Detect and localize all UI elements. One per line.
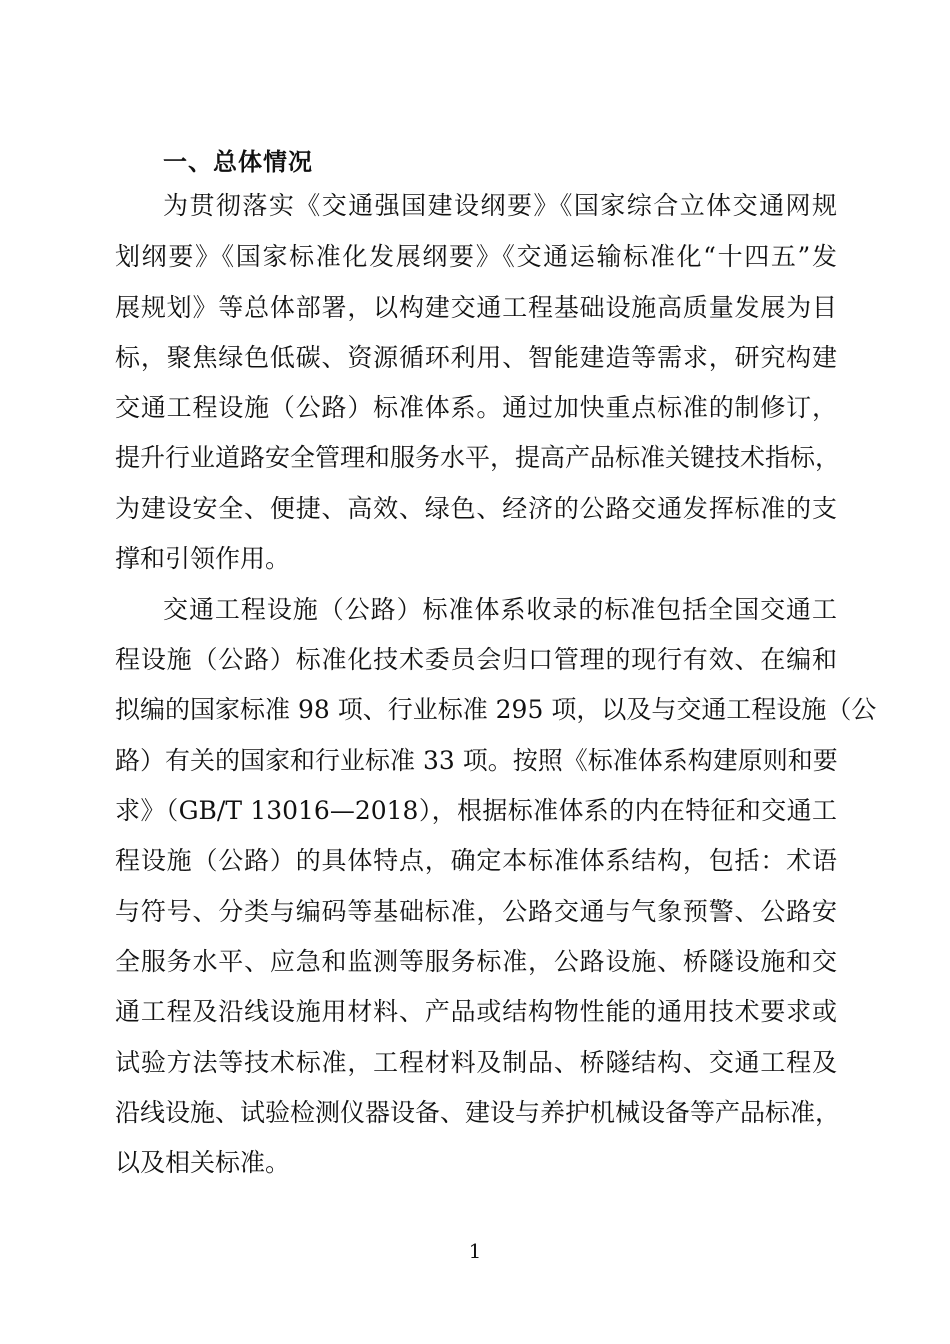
page-number: 1 <box>468 1239 482 1263</box>
paragraph-1-line: 划纲要》《国家标准化发展纲要》《交通运输标准化“十四五”发 <box>115 242 837 271</box>
paragraph-2-line: 拟编的国家标准 98 项、行业标准 295 项，以及与交通工程设施（公 <box>115 695 877 724</box>
paragraph-2-line: 求》（GB/T 13016—2018），根据标准体系的内在特征和交通工 <box>115 796 837 825</box>
paragraph-1-line: 撑和引领作用。 <box>115 544 291 573</box>
paragraph-2-line: 以及相关标准。 <box>115 1148 291 1177</box>
paragraph-2-line: 全服务水平、应急和监测等服务标准，公路设施、桥隧设施和交 <box>115 947 837 976</box>
paragraph-2-line: 交通工程设施（公路）标准体系收录的标准包括全国交通工 <box>163 595 837 624</box>
paragraph-1-line: 标，聚焦绿色低碳、资源循环利用、智能建造等需求，研究构建 <box>115 343 837 372</box>
paragraph-2-line: 沿线设施、试验检测仪器设备、建设与养护机械设备等产品标准， <box>115 1098 841 1127</box>
paragraph-2-line: 程设施（公路）的具体特点，确定本标准体系结构，包括：术语 <box>115 846 837 875</box>
paragraph-2-line: 通工程及沿线设施用材料、产品或结构物性能的通用技术要求或 <box>115 997 837 1026</box>
paragraph-1-line: 为建设安全、便捷、高效、绿色、经济的公路交通发挥标准的支 <box>115 494 837 523</box>
paragraph-2-line: 试验方法等技术标准，工程材料及制品、桥隧结构、交通工程及 <box>115 1048 837 1077</box>
paragraph-2-line: 路）有关的国家和行业标准 33 项。按照《标准体系构建原则和要 <box>115 746 838 775</box>
paragraph-1-line: 展规划》等总体部署，以构建交通工程基础设施高质量发展为目 <box>115 293 837 322</box>
paragraph-2-line: 与符号、分类与编码等基础标准，公路交通与气象预警、公路安 <box>115 897 837 926</box>
paragraph-2-line: 程设施（公路）标准化技术委员会归口管理的现行有效、在编和 <box>115 645 837 674</box>
paragraph-1-line: 为贯彻落实《交通强国建设纲要》《国家综合立体交通网规 <box>163 191 837 220</box>
paragraph-1-line: 交通工程设施（公路）标准体系。通过加快重点标准的制修订， <box>115 393 837 422</box>
section-heading: 一、总体情况 <box>163 148 313 176</box>
paragraph-1-line: 提升行业道路安全管理和服务水平，提高产品标准关键技术指标， <box>115 443 841 472</box>
